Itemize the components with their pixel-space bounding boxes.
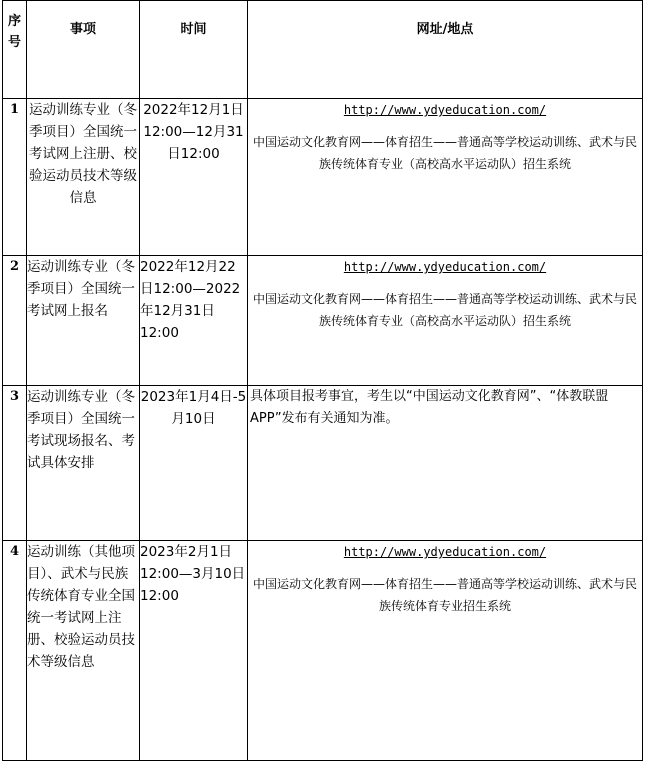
row-item: 运动训练专业（冬季项目）全国统一考试现场报名、考试具体安排: [27, 386, 140, 541]
row-place: [248, 256, 643, 386]
row-time: 2022年12月1日12:00—12月31日12:00: [140, 99, 248, 256]
schedule-table: [2, 0, 643, 761]
header-row: [3, 1, 643, 99]
row-item: 运动训练专业（冬季项目）全国统一考试网上注册、校验运动员技术等级信息: [27, 99, 140, 256]
row-place: [248, 99, 643, 256]
row-place: [248, 541, 643, 761]
row-time: 2023年1月4日-5月10日: [140, 386, 248, 541]
row-item: 运动训练专业（冬季项目）全国统一考试网上报名: [27, 256, 140, 386]
header-no: 序 号: [3, 1, 27, 99]
website-link[interactable]: http://www.ydyeducation.com/: [343, 103, 547, 117]
table-row: [3, 386, 643, 541]
row-no: 4: [3, 541, 27, 761]
header-time: 时间: [140, 1, 248, 99]
row-no: 3: [3, 386, 27, 541]
website-link[interactable]: http://www.ydyeducation.com/: [343, 260, 547, 274]
place-description: 中国运动文化教育网——体育招生——普通高等学校运动训练、武术与民族传统体育专业（高校高水平运动队）招生系统: [252, 135, 637, 171]
table-row: [3, 99, 643, 256]
row-time: 2023年2月1日12:00—3月10日12:00: [140, 541, 248, 761]
row-item: 运动训练（其他项目）、武术与民族传统体育专业全国统一考试网上注册、校验运动员技术等级信息: [27, 541, 140, 761]
row-place: 具体项目报考事宜，考生以“中国运动文化教育网”、“体教联盟APP”发布有关通知为准。: [248, 386, 643, 541]
header-item: 事项: [27, 1, 140, 99]
website-link[interactable]: http://www.ydyeducation.com/: [343, 545, 547, 559]
row-no: 2: [3, 256, 27, 386]
place-description: 中国运动文化教育网——体育招生——普通高等学校运动训练、武术与民族传统体育专业招生系统: [252, 577, 637, 613]
row-time: 2022年12月22日12:00—2022年12月31日12:00: [140, 256, 248, 386]
row-no: 1: [3, 99, 27, 256]
table-row: [3, 256, 643, 386]
header-place: 网址/地点: [248, 1, 643, 99]
table-row: [3, 541, 643, 761]
place-description: 中国运动文化教育网——体育招生——普通高等学校运动训练、武术与民族传统体育专业（高校高水平运动队）招生系统: [252, 292, 637, 328]
